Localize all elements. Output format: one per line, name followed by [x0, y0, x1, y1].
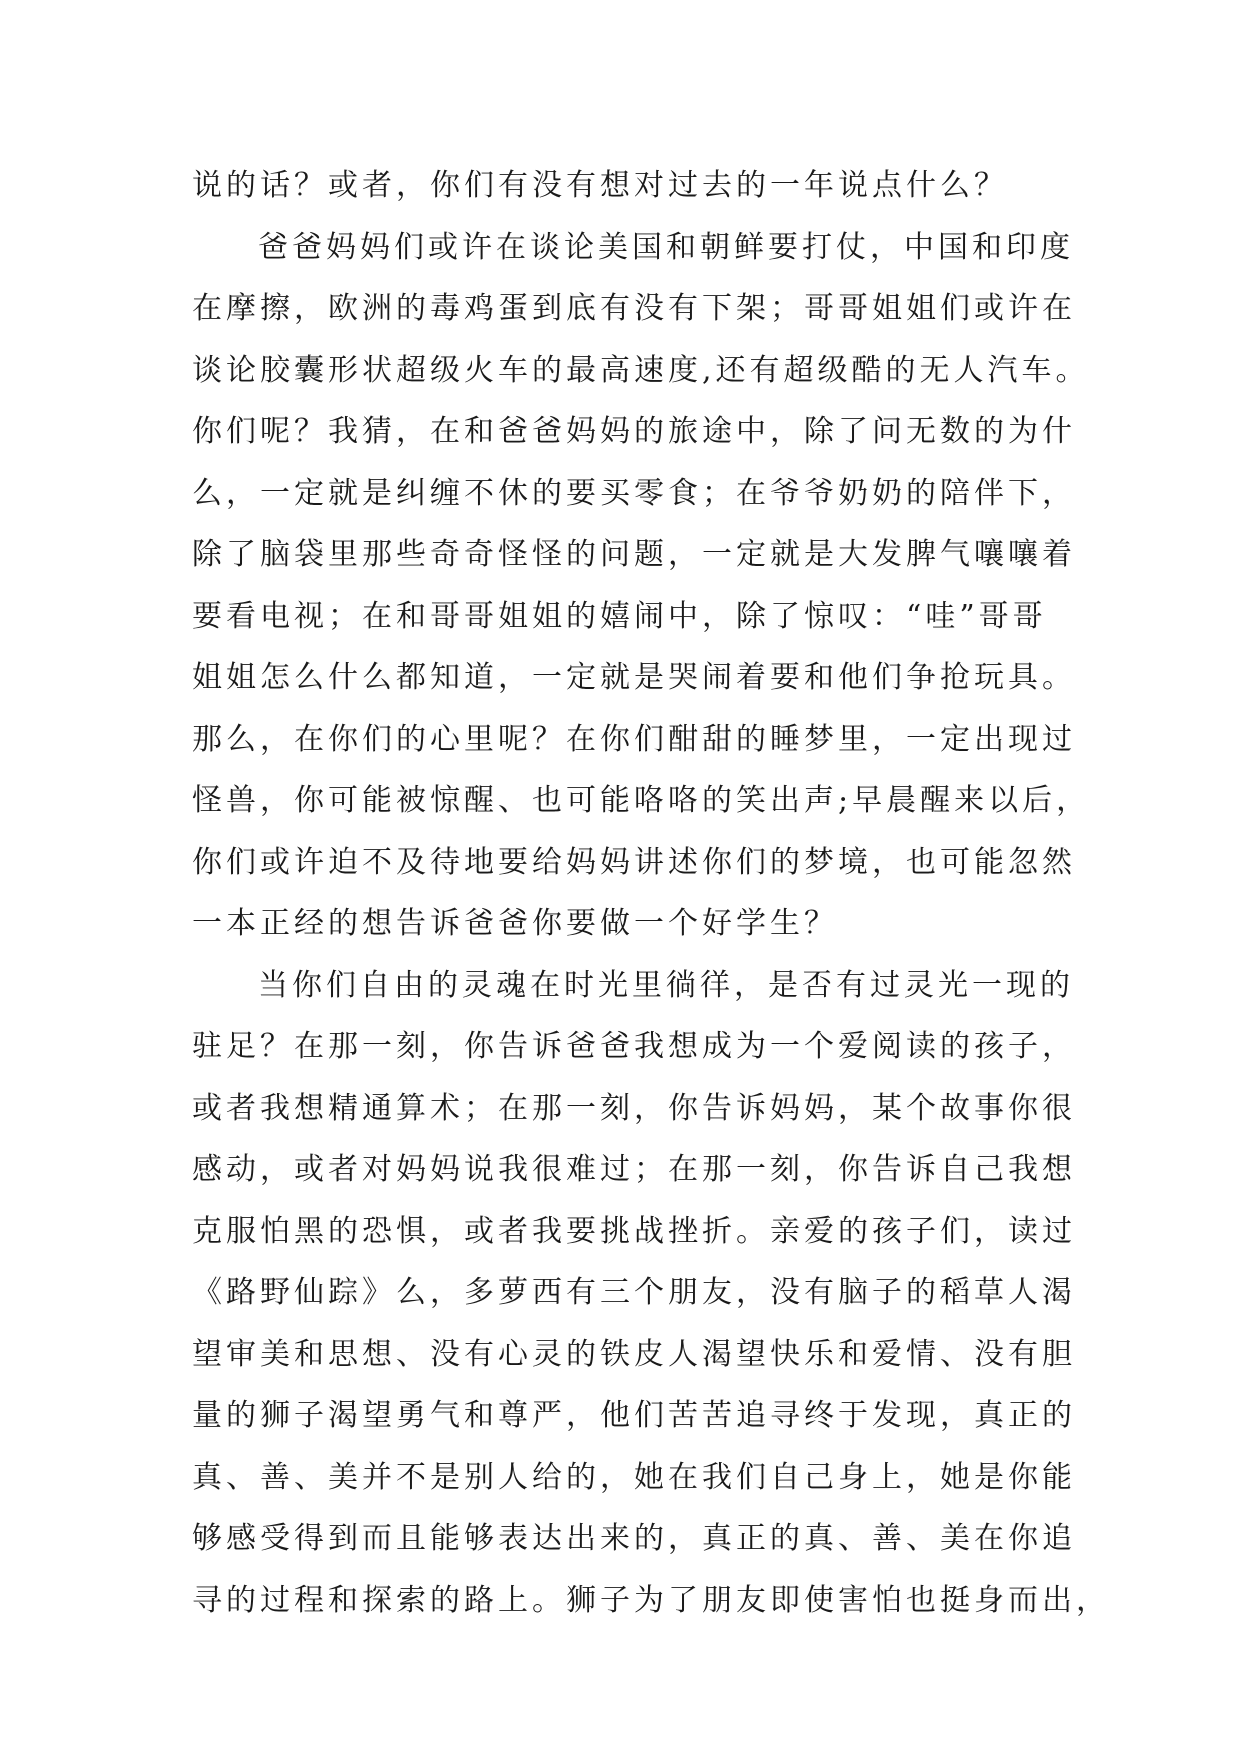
text-line: 除了脑袋里那些奇奇怪怪的问题，一定就是大发脾气嚷嚷着 [192, 537, 1076, 572]
text-line: 要看电视；在和哥哥姐姐的嬉闹中，除了惊叹：“哇”哥哥 [192, 598, 1047, 634]
paragraph-start-line: 爸爸妈妈们或许在谈论美国和朝鲜要打仗，中国和印度 [258, 229, 1074, 265]
text-line: 望审美和思想、没有心灵的铁皮人渴望快乐和爱情、没有胆 [192, 1336, 1076, 1372]
text-line: 怪兽，你可能被惊醒、也可能咯咯的笑出声;早晨醒来以后， [192, 783, 1091, 818]
text-line: 你们或许迫不及待地要给妈妈讲述你们的梦境，也可能忽然 [192, 844, 1076, 880]
text-line: 真、善、美并不是别人给的，她在我们自己身上，她是你能 [192, 1459, 1076, 1495]
text-line: 在摩擦，欧洲的毒鸡蛋到底有没有下架；哥哥姐姐们或许在 [192, 291, 1076, 326]
text-line: 姐姐怎么什么都知道，一定就是哭闹着要和他们争抢玩具。 [192, 660, 1076, 695]
text-line: 够感受得到而且能够表达出来的，真正的真、善、美在你追 [192, 1521, 1076, 1556]
text-line: 驻足？在那一刻，你告诉爸爸我想成为一个爱阅读的孩子， [192, 1029, 1076, 1064]
paragraph-start-line: 当你们自由的灵魂在时光里徜徉，是否有过灵光一现的 [258, 967, 1074, 1003]
text-line: 量的狮子渴望勇气和尊严，他们苦苦追寻终于发现，真正的 [192, 1398, 1076, 1433]
text-line: 你们呢？我猜，在和爸爸妈妈的旅途中，除了问无数的为什 [192, 414, 1076, 449]
text-line: 谈论胶囊形状超级火车的最高速度,还有超级酷的无人汽车。 [192, 352, 1090, 388]
text-line: 那么，在你们的心里呢？在你们酣甜的睡梦里，一定出现过 [192, 721, 1076, 757]
text-line: 寻的过程和探索的路上。狮子为了朋友即使害怕也挺身而出， [192, 1582, 1110, 1618]
text-line: 或者我想精通算术；在那一刻，你告诉妈妈，某个故事你很 [192, 1090, 1076, 1126]
text-line: 说的话？或者，你们有没有想对过去的一年说点什么？ [192, 168, 1008, 203]
text-line: 克服怕黑的恐惧，或者我要挑战挫折。亲爱的孩子们，读过 [192, 1213, 1076, 1249]
text-line: 一本正经的想告诉爸爸你要做一个好学生？ [192, 906, 838, 941]
text-line: 么，一定就是纠缠不休的要买零食；在爷爷奶奶的陪伴下， [192, 475, 1076, 511]
text-line: 《路野仙踪》么，多萝西有三个朋友，没有脑子的稻草人渴 [192, 1275, 1076, 1310]
body-text [192, 155, 1110, 1631]
text-line: 感动，或者对妈妈说我很难过；在那一刻，你告诉自己我想 [192, 1152, 1076, 1187]
